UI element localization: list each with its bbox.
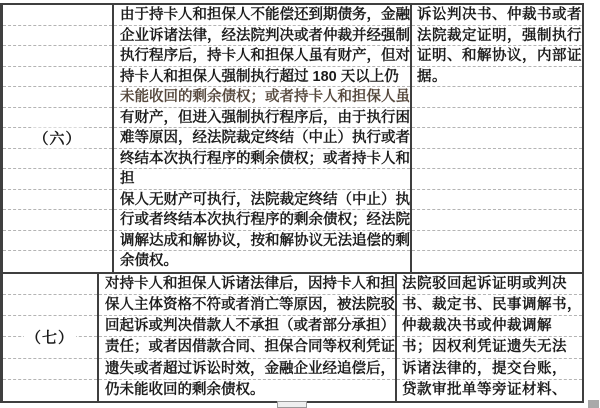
text-line bbox=[3, 26, 112, 47]
text-line: 回起诉或判决借款人不承担（或者部分承担） bbox=[99, 316, 395, 337]
text-line bbox=[412, 169, 582, 190]
text-line bbox=[412, 149, 582, 170]
text-line: 保人无财产可执行，法院裁定终结（中止）执 bbox=[114, 190, 410, 211]
text-line: 仲裁裁决书或仲裁调解 bbox=[397, 316, 582, 337]
text-line bbox=[412, 87, 582, 108]
table-section-six bbox=[3, 5, 582, 272]
row-number-cell bbox=[3, 5, 112, 272]
table-section-seven bbox=[3, 272, 582, 402]
row-number-label: （六） bbox=[31, 128, 83, 149]
text-line bbox=[3, 359, 97, 380]
text-line: 调解达成和解协议，按和解协议无法追偿的剩 bbox=[114, 231, 410, 252]
text-line: 余债权。 bbox=[120, 253, 178, 269]
evidence-cell bbox=[395, 274, 582, 402]
text-line: 执行程序后，持卡人和担保人虽有财产，但对 bbox=[114, 46, 410, 67]
text-line: 终结本次执行程序的剩余债权；或者持卡人和 bbox=[114, 149, 410, 170]
text-line: 法院裁定证明，强制执行 bbox=[412, 26, 582, 47]
text-line bbox=[412, 108, 582, 129]
text-line bbox=[3, 251, 112, 272]
text-line bbox=[3, 46, 112, 67]
text-line: 保人主体资格不符或者消亡等原因，被法院驳 bbox=[99, 295, 395, 316]
text-line bbox=[3, 190, 112, 211]
text-line: 遗失或者超过诉讼时效，金融企业经追偿后， bbox=[99, 359, 395, 380]
situation-cell bbox=[97, 274, 395, 402]
row-number-cell bbox=[3, 274, 97, 402]
text-line: 诉讼判决书、仲裁书或者 bbox=[412, 5, 582, 26]
text-line bbox=[3, 108, 112, 129]
text-line bbox=[3, 210, 112, 231]
text-line: 书；因权利凭证遗失无法 bbox=[397, 337, 582, 358]
text-line bbox=[412, 231, 582, 252]
writeoff-conditions-table bbox=[0, 3, 584, 403]
text-line: 有财产，但进入强制执行程序后，由于执行困 bbox=[114, 108, 410, 129]
row-number-label: （七） bbox=[24, 327, 76, 348]
text-line: 行或者终结本次执行程序的剩余债权；经法院 bbox=[114, 210, 410, 231]
text-line bbox=[3, 5, 112, 26]
situation-cell bbox=[112, 5, 410, 272]
text-line: 担 bbox=[114, 169, 410, 190]
text-line: 由于持卡人和担保人不能偿还到期债务，金融 bbox=[114, 5, 410, 26]
text-line bbox=[3, 67, 112, 88]
text-line: 证明、和解协议，内部证 bbox=[412, 46, 582, 67]
text-line bbox=[3, 149, 112, 170]
table-resize-handle bbox=[277, 401, 307, 408]
text-line bbox=[412, 128, 582, 149]
text-line bbox=[3, 87, 112, 108]
text-line: 未能收回的剩余债权；或者持卡人和担保人虽 bbox=[114, 87, 410, 108]
text-line: 难等原因，经法院裁定终结（中止）执行或者 bbox=[114, 128, 410, 149]
page-edge-mark bbox=[588, 400, 599, 408]
text-line: 据。 bbox=[412, 67, 582, 88]
text-line bbox=[3, 231, 112, 252]
text-line bbox=[3, 274, 97, 295]
text-line bbox=[412, 251, 582, 272]
evidence-cell bbox=[410, 5, 582, 272]
text-line: 对持卡人和担保人诉诸法律后，因持卡人和担 bbox=[99, 274, 395, 295]
text-line: 书、裁定书、民事调解书， bbox=[397, 295, 582, 316]
text-line: 法院驳回起诉证明或判决 bbox=[397, 274, 582, 295]
text-line: 诉诸法律的，提交台账， bbox=[397, 359, 582, 380]
text-line bbox=[412, 190, 582, 211]
text-line: 责任；或者因借款合同、担保合同等权利凭证 bbox=[99, 337, 395, 358]
text-line: 仍未能收回的剩余债权。 bbox=[105, 381, 265, 398]
text-line bbox=[3, 380, 97, 401]
text-line: 贷款审批单等旁证材料、 bbox=[402, 381, 567, 398]
text-line bbox=[3, 295, 97, 316]
text-line bbox=[3, 169, 112, 190]
text-line bbox=[412, 210, 582, 231]
text-line: 持卡人和担保人强制执行超过 180 天以上仍 bbox=[114, 67, 410, 88]
text-line: 企业诉诸法律，经法院判决或者仲裁并经强制 bbox=[114, 26, 410, 47]
